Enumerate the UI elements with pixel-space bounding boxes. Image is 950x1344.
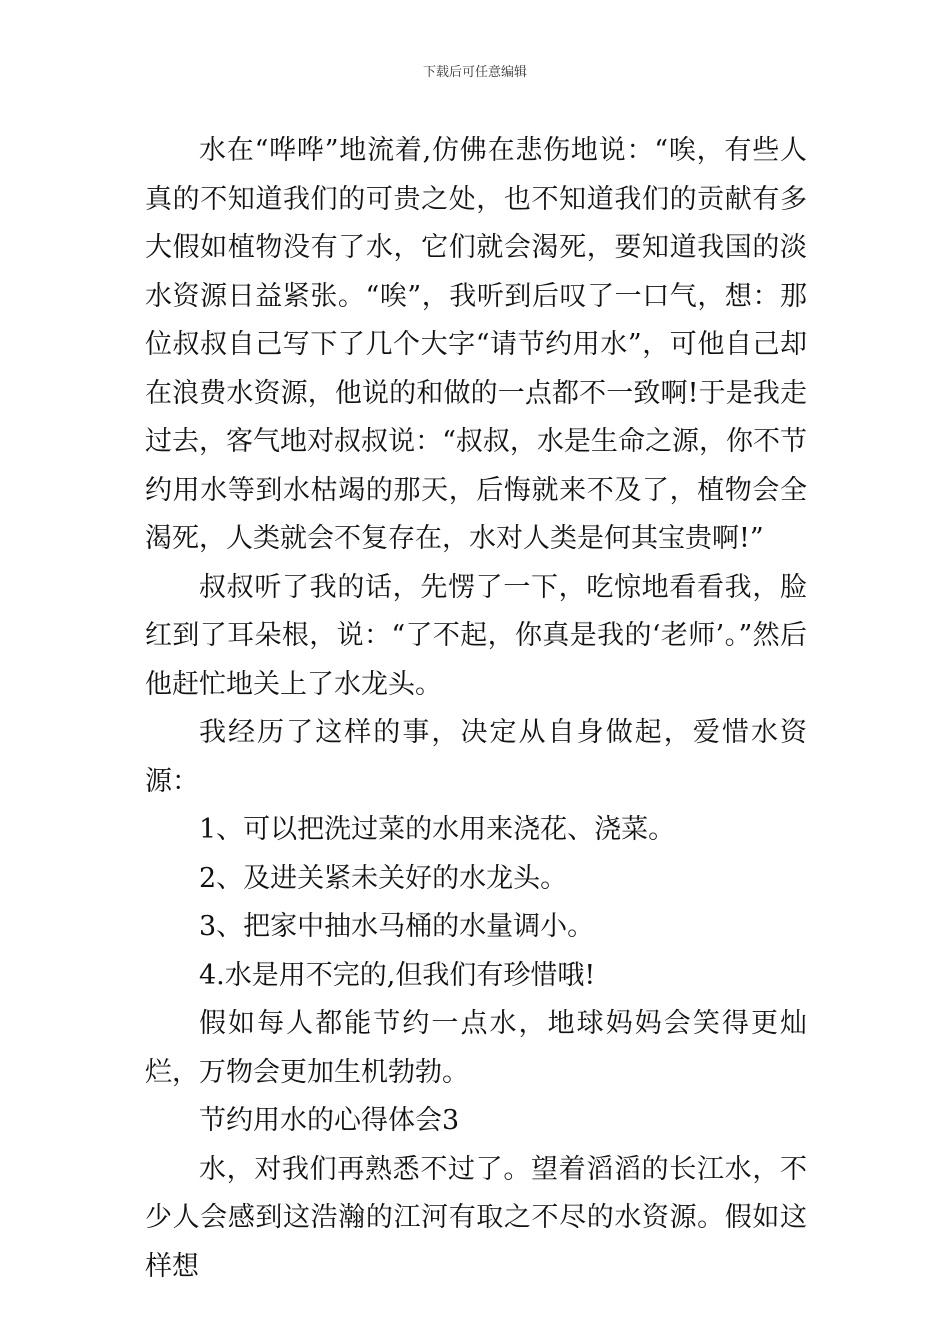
list-item-3: 3、把家中抽水马桶的水量调小。 xyxy=(199,911,595,942)
document-body xyxy=(145,127,807,1291)
paragraph-2: 叔叔听了我的话，先愣了一下，吃惊地看看我，脸红到了耳朵根，说：“了不起，你真是我的‘老师’。”然后他赶忙地关上了水龙头。 xyxy=(145,571,807,700)
paragraph-4: 假如每人都能节约一点水，地球妈妈会笑得更灿烂，万物会更加生机勃勃。 xyxy=(145,1008,807,1088)
paragraph-1: 水在“哗哗”地流着,仿佛在悲伤地说：“唉，有些人真的不知道我们的可贵之处，也不知道我们的贡献有多大假如植物没有了水，它们就会渴死，要知道我国的淡水资源日益紧张。“唉”，我听到后叹了一口气，想：那位叔叔自己写下了几个大字“请节约用水”，可他自己却在浪费水资源，他说的和做的一点都不一致啊!于是我走过去，客气地对叔叔说：“叔叔，水是生命之源，你不节约用水等到水枯竭的那天，后悔就来不及了，植物会全渴死，人类就会不复存在，水对人类是何其宝贵啊!” xyxy=(145,135,807,554)
list-item-1: 1、可以把洗过菜的水用来浇花、浇菜。 xyxy=(199,814,676,845)
section-heading: 节约用水的心得体会3 xyxy=(199,1105,460,1136)
paragraph-5: 水，对我们再熟悉不过了。望着滔滔的长江水，不少人会感到这浩瀚的江河有取之不尽的水资源。假如这样想 xyxy=(145,1153,807,1282)
paragraph-3: 我经历了这样的事，决定从自身做起，爱惜水资源： xyxy=(145,717,807,797)
page-header: 下载后可任意编辑 xyxy=(422,65,527,80)
list-item-2: 2、及进关紧未关好的水龙头。 xyxy=(199,862,568,894)
list-item-4: 4.水是用不完的,但我们有珍惜哦! xyxy=(199,959,596,991)
